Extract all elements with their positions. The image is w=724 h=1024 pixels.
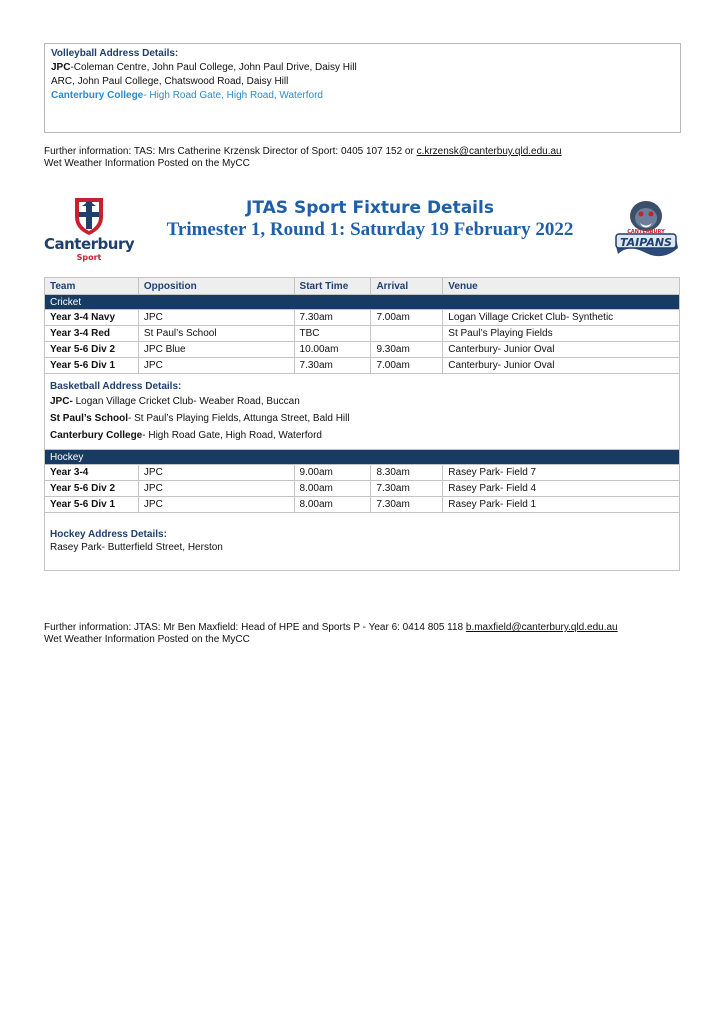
opposition-cell: JPC bbox=[138, 465, 294, 481]
table-row bbox=[45, 342, 680, 358]
table-header-row bbox=[45, 278, 680, 295]
section-row-cricket bbox=[45, 295, 680, 310]
further-information-bottom bbox=[44, 622, 618, 634]
venue-address: - St Paul’s Playing Fields, Attunga Street, Bald Hill bbox=[127, 412, 350, 424]
venue-name: Canterbury College bbox=[50, 429, 143, 441]
table-row bbox=[45, 310, 680, 326]
table-row bbox=[45, 465, 680, 481]
team-cell: Year 5-6 Div 2 bbox=[45, 342, 139, 358]
start-time-cell: 8.00am bbox=[294, 481, 371, 497]
address-details-cell bbox=[45, 513, 680, 571]
column-header: Venue bbox=[443, 278, 680, 295]
start-time-cell: 7.30am bbox=[294, 358, 371, 374]
volleyball-address-line-1 bbox=[51, 62, 357, 74]
table-row bbox=[45, 497, 680, 513]
team-cell: Year 5-6 Div 1 bbox=[45, 358, 139, 374]
venue-cell: Logan Village Cricket Club- Synthetic bbox=[443, 310, 680, 326]
venue-name: St Paul’s School bbox=[50, 412, 128, 424]
address-title: Hockey Address Details: bbox=[50, 529, 167, 540]
venue-name: Canterbury College bbox=[51, 90, 144, 101]
address-line bbox=[50, 427, 674, 444]
logo-sub: CANTERBURY bbox=[627, 229, 665, 235]
opposition-cell: JPC bbox=[138, 497, 294, 513]
address-line: Rasey Park- Butterfield Street, Herston bbox=[50, 542, 223, 553]
logo-name: Canterbury bbox=[44, 235, 135, 253]
table-row bbox=[45, 326, 680, 342]
volleyball-address-line-2: ARC, John Paul College, Chatswood Road, Daisy Hill bbox=[51, 76, 289, 87]
info-text: Further information: JTAS: Mr Ben Maxfield: Head of HPE and Sports P - Year 6: 0414 805 118 bbox=[44, 622, 466, 633]
page-subtitle: Trimester 1, Round 1: Saturday 19 February 2022 bbox=[166, 219, 574, 240]
taipans-logo bbox=[610, 194, 682, 262]
opposition-cell: St Paul’s School bbox=[138, 326, 294, 342]
column-header: Opposition bbox=[138, 278, 294, 295]
section-label: Cricket bbox=[45, 295, 680, 310]
logo-name: TAIPANS bbox=[620, 236, 672, 249]
volleyball-address-line-3 bbox=[51, 90, 323, 102]
team-cell: Year 3-4 Navy bbox=[45, 310, 139, 326]
column-header: Arrival bbox=[371, 278, 443, 295]
section-row-hockey bbox=[45, 450, 680, 465]
address-title: Basketball Address Details: bbox=[50, 380, 182, 392]
team-cell: Year 3-4 Red bbox=[45, 326, 139, 342]
basketball-address-row bbox=[45, 374, 680, 450]
arrival-cell: 7.00am bbox=[371, 358, 443, 374]
opposition-cell: JPC bbox=[138, 310, 294, 326]
venue-cell: St Paul’s Playing Fields bbox=[443, 326, 680, 342]
table-row bbox=[45, 481, 680, 497]
arrival-cell bbox=[371, 326, 443, 342]
venue-cell: Rasey Park- Field 7 bbox=[443, 465, 680, 481]
venue-cell: Rasey Park- Field 4 bbox=[443, 481, 680, 497]
opposition-cell: JPC Blue bbox=[138, 342, 294, 358]
arrival-cell: 7.30am bbox=[371, 481, 443, 497]
start-time-cell: 7.30am bbox=[294, 310, 371, 326]
email-link[interactable]: c.krzensk@canterbuy.qld.edu.au bbox=[416, 146, 562, 157]
arrival-cell: 7.30am bbox=[371, 497, 443, 513]
hockey-address-row bbox=[45, 513, 680, 571]
start-time-cell: 8.00am bbox=[294, 497, 371, 513]
team-cell: Year 5-6 Div 2 bbox=[45, 481, 139, 497]
address-details-cell bbox=[45, 374, 680, 450]
snake-mascot-icon bbox=[610, 194, 682, 262]
arrival-cell: 9.30am bbox=[371, 342, 443, 358]
team-cell: Year 5-6 Div 1 bbox=[45, 497, 139, 513]
info-text: Further information: TAS: Mrs Catherine Krzensk Director of Sport: 0405 107 152 or bbox=[44, 146, 417, 157]
page-title: JTAS Sport Fixture Details bbox=[246, 198, 494, 218]
section-label: Hockey bbox=[45, 450, 680, 465]
arrival-cell: 7.00am bbox=[371, 310, 443, 326]
email-link[interactable]: b.maxfield@canterbury.qld.edu.au bbox=[465, 622, 618, 633]
fixtures-table bbox=[44, 277, 680, 571]
venue-cell: Canterbury- Junior Oval bbox=[443, 358, 680, 374]
venue-name: JPC- bbox=[50, 395, 73, 407]
wet-weather-info-bottom: Wet Weather Information Posted on the MyCC bbox=[44, 634, 250, 645]
address-line bbox=[50, 393, 674, 410]
column-header: Start Time bbox=[294, 278, 371, 295]
start-time-cell: 10.00am bbox=[294, 342, 371, 358]
opposition-cell: JPC bbox=[138, 481, 294, 497]
wet-weather-info-top: Wet Weather Information Posted on the MyCC bbox=[44, 158, 250, 169]
venue-cell: Rasey Park- Field 1 bbox=[443, 497, 680, 513]
start-time-cell: TBC bbox=[294, 326, 371, 342]
logo-sub: Sport bbox=[76, 253, 102, 262]
column-header: Team bbox=[45, 278, 139, 295]
venue-address: -Coleman Centre, John Paul College, John Paul Drive, Daisy Hill bbox=[70, 62, 357, 73]
table-row bbox=[45, 358, 680, 374]
venue-address: - High Road Gate, High Road, Waterford bbox=[142, 429, 322, 441]
team-cell: Year 3-4 bbox=[45, 465, 139, 481]
address-line bbox=[50, 410, 674, 427]
venue-name: JPC bbox=[51, 62, 71, 73]
further-information-top bbox=[44, 146, 562, 158]
venue-address: Logan Village Cricket Club- Weaber Road, Buccan bbox=[72, 395, 300, 407]
venue-cell: Canterbury- Junior Oval bbox=[443, 342, 680, 358]
canterbury-logo bbox=[44, 193, 134, 265]
venue-address: - High Road Gate, High Road, Waterford bbox=[143, 90, 323, 101]
start-time-cell: 9.00am bbox=[294, 465, 371, 481]
arrival-cell: 8.30am bbox=[371, 465, 443, 481]
volleyball-address-title: Volleyball Address Details: bbox=[51, 48, 179, 59]
canterbury-crest-icon bbox=[44, 193, 134, 237]
opposition-cell: JPC bbox=[138, 358, 294, 374]
